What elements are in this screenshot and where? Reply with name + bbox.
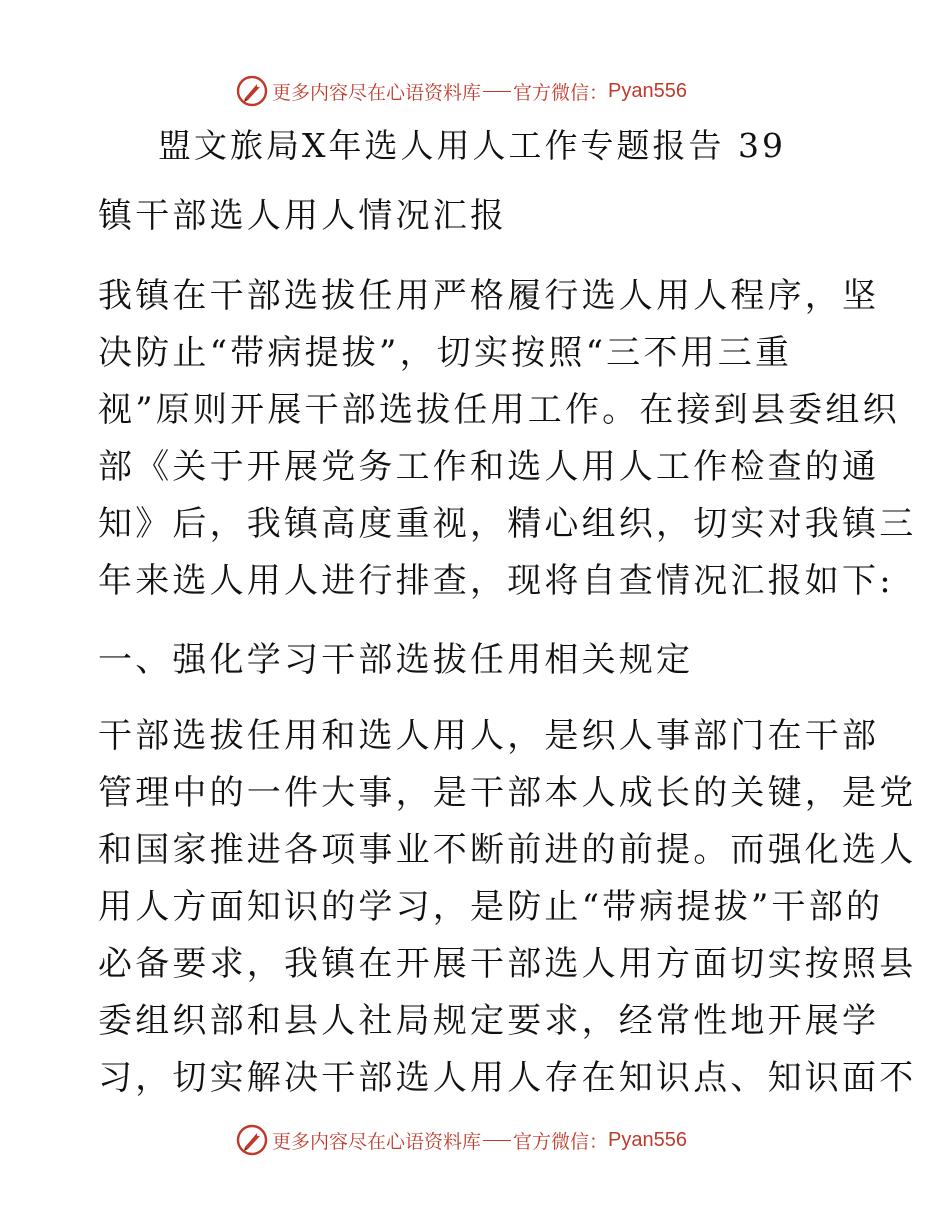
section-heading: 镇干部选人用人情况汇报 [98,196,508,236]
body-line: 部《关于开展党务工作和选人用人工作检查的通 [98,447,880,487]
watermark-contact-label: 官方微信： [513,81,609,104]
body-line: 知》后，我镇高度重视，精心组织，切实对我镇三 [98,504,917,544]
watermark-slogan: 更多内容尽在心语资料库 [272,81,482,104]
watermark-wechat-id: Pyan556 [608,1128,687,1151]
body-line: 干部选拔任用和选人用人，是织人事部门在干部 [98,716,880,756]
body-line: 视”原则开展干部选拔任用工作。在接到县委组织 [98,390,900,430]
body-line: 委组织部和县人社局规定要求，经常性地开展学 [98,1001,880,1041]
watermark-wechat-id: Pyan556 [608,79,687,102]
body-line: 和国家推进各项事业不断前进的前提。而强化选人 [98,830,917,870]
footer-watermark [236,1123,687,1157]
body-line: 管理中的一件大事，是干部本人成长的关键，是党 [98,773,917,813]
body-line: 用人方面知识的学习，是防止“带病提拔”干部的 [98,887,884,927]
pen-logo-icon [236,75,268,107]
section-heading: 一、强化学习干部选拔任用相关规定 [98,640,694,680]
header-watermark [236,74,687,108]
body-line: 习，切实解决干部选人用人存在知识点、知识面不 [98,1058,917,1098]
watermark-contact-label: 官方微信： [513,1130,609,1153]
watermark-dash [483,1140,511,1141]
body-line: 我镇在干部选拔任用严格履行选人用人程序，坚 [98,276,880,316]
watermark-dash [483,91,511,92]
body-line: 必备要求，我镇在开展干部选人用方面切实按照县 [98,944,917,984]
pen-logo-icon [236,1124,268,1156]
body-line: 决防止“带病提拔”，切实按照“三不用三重 [98,333,793,373]
document-title: 盟文旅局X年选人用人工作专题报告 39 [158,126,786,165]
watermark-slogan: 更多内容尽在心语资料库 [272,1130,482,1153]
body-line: 年来选人用人进行排查，现将自查情况汇报如下: [98,561,894,601]
